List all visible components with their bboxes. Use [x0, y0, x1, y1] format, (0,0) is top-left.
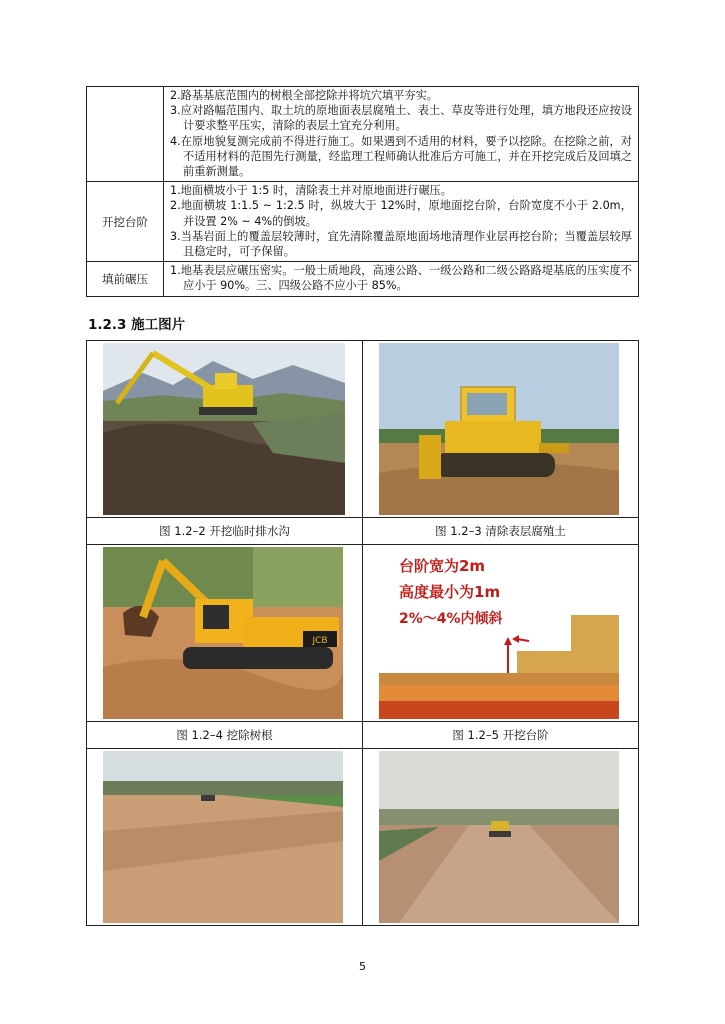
diagram-text-step-height: 高度最小为1m — [399, 583, 501, 601]
table-row — [87, 182, 639, 262]
section-heading: 1.2.3 施工图片 — [88, 317, 186, 333]
list-item: 3.应对路幅范围内、取土坑的原地面表层腐殖土、表土、草皮等进行处理，填方地段还应按设计要求整平压实，清除的表层土宜充分利用。 — [170, 104, 632, 133]
table-row — [87, 87, 639, 182]
list-item: 3.当基岩面上的覆盖层较薄时，宜先清除覆盖原地面场地清理作业层再挖台阶；当覆盖层较厚且稳定时，可予保留。 — [170, 229, 632, 259]
list-item: 2.地面横坡 1:1.5 ~ 1:2.5 时，纵坡大于 12%时，原地面挖台阶，台阶宽度不小于 2.0m，并设置 2% ~ 4%的倒坡。 — [170, 199, 632, 228]
jcb-excavator-photo — [103, 547, 343, 719]
photo-caption: 图 1.2–4 挖除树根 — [87, 722, 363, 749]
list-item: 2.路基基底范围内的树根全部挖除并将坑穴填平夯实。 — [170, 89, 438, 102]
cleared-ground-photo — [103, 751, 343, 923]
photo-cell — [87, 749, 363, 926]
page-number: 5 — [359, 960, 366, 973]
row-content — [164, 87, 639, 182]
table-row — [87, 262, 639, 296]
excavator-ditch-photo — [103, 343, 345, 515]
photo-caption: 图 1.2–3 清除表层腐殖土 — [363, 518, 639, 545]
photo-cell — [363, 341, 639, 518]
row-label — [87, 87, 164, 182]
list-item: 1.地基表层应碾压密实。一般土质地段，高速公路、一级公路和二级公路路堤基底的压实度不应小于 90%。三、四级公路不应小于 85%。 — [170, 264, 632, 293]
row-label: 开挖台阶 — [87, 182, 164, 262]
photo-caption: 图 1.2–5 开挖台阶 — [363, 722, 639, 749]
photo-cell — [363, 545, 639, 722]
roller-compaction-photo — [379, 751, 619, 923]
row-label: 填前碾压 — [87, 262, 164, 296]
bulldozer-photo — [379, 343, 619, 515]
step-excavation-diagram — [379, 547, 619, 719]
photo-cell — [87, 341, 363, 518]
photo-caption: 图 1.2–2 开挖临时排水沟 — [87, 518, 363, 545]
diagram-text-step-width: 台阶宽为2m — [399, 557, 486, 575]
row-content — [164, 182, 639, 262]
row-content — [164, 262, 639, 296]
photo-grid — [86, 340, 639, 926]
diagram-text-slope: 2%～4%内倾斜 — [399, 611, 503, 627]
photo-cell — [363, 749, 639, 926]
requirements-table — [86, 86, 639, 297]
excavator-brand-text: JCB — [312, 636, 328, 646]
list-item: 1.地面横坡小于 1:5 时，清除表土并对原地面进行碾压。 — [170, 184, 452, 198]
list-item: 4.在原地貌复测完成前不得进行施工。如果遇到不适用的材料，要予以挖除。在挖除之前，对不适用材料的范围先行测量，经监理工程师确认批准后方可施工，并在开挖完成后及回填之前重新测量。 — [170, 134, 632, 179]
photo-cell — [87, 545, 363, 722]
